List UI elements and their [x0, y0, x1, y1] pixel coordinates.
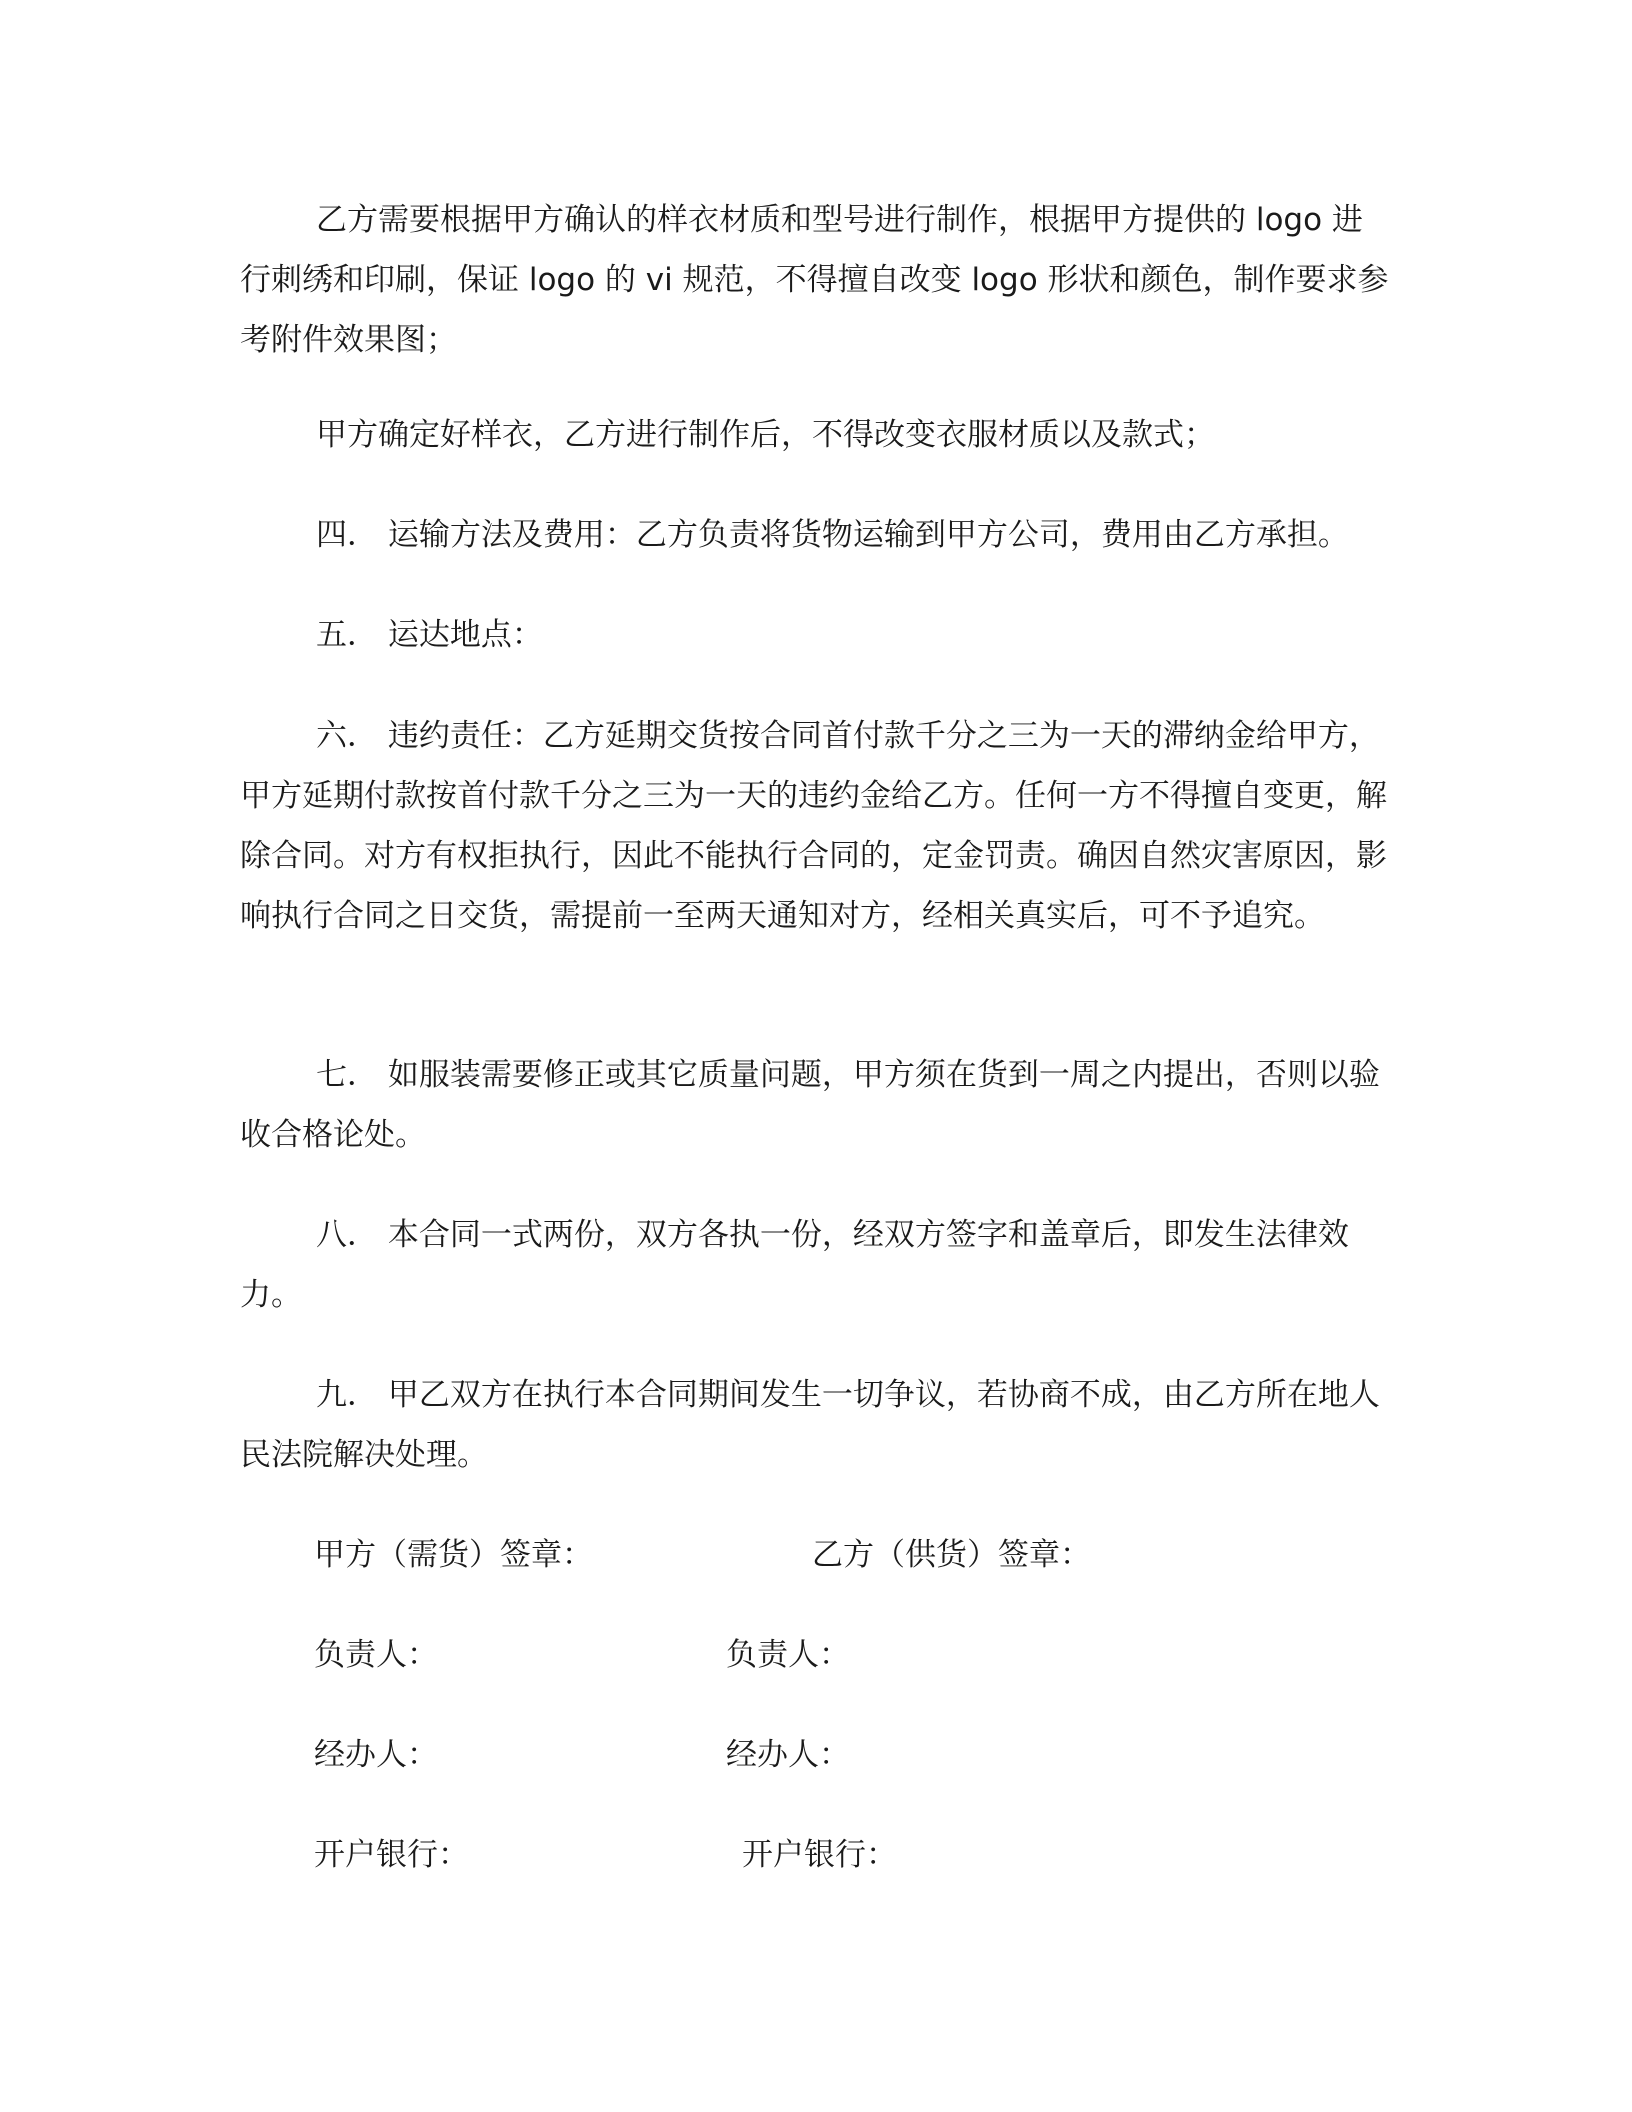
clause-copies: 八． 本合同一式两份，双方各执一份，经双方签字和盖章后，即发生法律效力。: [240, 1217, 1349, 1313]
clause-transport: 四． 运输方法及费用：乙方负责将货物运输到甲方公司，费用由乙方承担。: [316, 517, 1349, 553]
party-b-seal-label: 乙方（供货）签章：: [812, 1537, 1091, 1573]
party-a-seal-label: 甲方（需货）签章：: [314, 1537, 593, 1573]
party-b-person-in-charge-label: 负责人：: [726, 1637, 850, 1673]
clause-sample-production: 乙方需要根据甲方确认的样衣材质和型号进行制作，根据甲方提供的 logo 进行刺绣和印刷，保证 logo 的 vi 规范，不得擅自改变 logo 形状和颜色，制作要求参考附件效果图；: [240, 202, 1389, 358]
party-a-person-in-charge-label: 负责人：: [314, 1637, 438, 1673]
clause-delivery-location: 五． 运达地点：: [316, 617, 543, 653]
party-b-handler-label: 经办人：: [726, 1737, 850, 1773]
clause-disputes: 九． 甲乙双方在执行本合同期间发生一切争议，若协商不成，由乙方所在地人民法院解决处理。: [240, 1377, 1380, 1473]
party-b-bank-label: 开户银行：: [742, 1837, 897, 1873]
clause-quality-issues: 七． 如服装需要修正或其它质量问题，甲方须在货到一周之内提出，否则以验收合格论处。: [240, 1057, 1380, 1153]
party-a-bank-label: 开户银行：: [314, 1837, 469, 1873]
clause-breach-liability: 六． 违约责任：乙方延期交货按合同首付款千分之三为一天的滞纳金给甲方，甲方延期付款按首付款千分之三为一天的违约金给乙方。任何一方不得擅自变更，解除合同。对方有权拒执行，因此不能执行合同的，定金罚责。确因自然灾害原因，影响执行合同之日交货，需提前一至两天通知对方，经相关真实后，可不予追究。: [240, 718, 1387, 934]
clause-no-material-change: 甲方确定好样衣，乙方进行制作后，不得改变衣服材质以及款式；: [316, 417, 1215, 453]
party-a-handler-label: 经办人：: [314, 1737, 438, 1773]
